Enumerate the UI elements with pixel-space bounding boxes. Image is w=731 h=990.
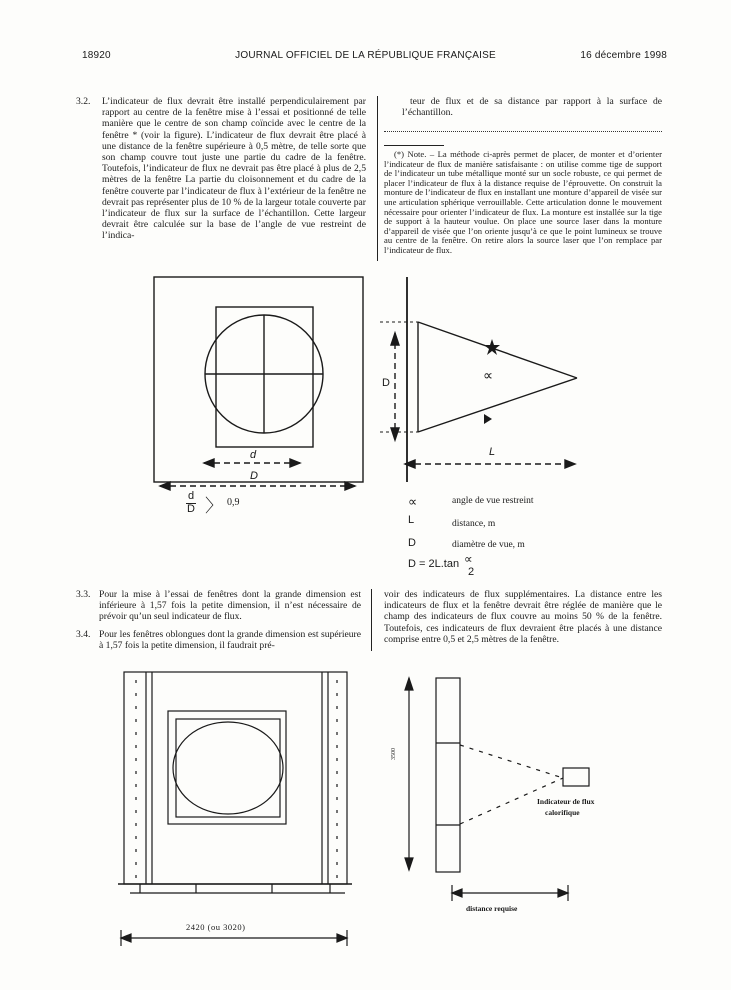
label-D-side: D bbox=[382, 377, 390, 389]
wall-outline bbox=[154, 277, 363, 482]
legend-text-L: distance, m bbox=[452, 519, 496, 529]
formula-lhs: D = 2L.tan bbox=[408, 558, 460, 570]
legend-symbol-L: L bbox=[408, 514, 415, 526]
height-dimension-label: 3500 bbox=[391, 748, 397, 760]
width-dimension-label: 2420 (ou 3020) bbox=[186, 922, 246, 932]
ratio-sign: 〉 bbox=[205, 496, 223, 516]
distance-label: distance requise bbox=[466, 904, 518, 913]
footnote-text: (*) Note. – La méthode ci-après permet de placer, de monter et d’orienter l’indicateur de flux de manière satisfaisante : on utilise comme tige de support de l’indicateur un tube métallique monté sur un socle robuste, ce qui permet de placer l’indicateur de flux à la distance requise de l’éprouvette. On construit la monture de l’indicateur de flux en installant une monture d’appareil de visée sur une articulation sphérique verrouillable. Cette articulation donne le mouvement nécessaire pour orienter l’indicateur de flux. La monture est installée sur la tige de support à la hauteur voulue. On place une source laser dans la monture d’appareil de visée que l’on oriente jusqu’à ce que le point lumineux se trouve au centre de la fenêtre. On retire alors la source laser que l’on remplace par l’indicateur de flux. bbox=[384, 149, 662, 255]
section-3-4-continuation: voir des indicateurs de flux supplémentaires. La distance entre les indicateurs de flux et la fenêtre devrait être réglée de manière que le champ des indicateurs de flux couvre au moins 50 % de la fenêtre. Toutefois, ces indicateurs de flux devraient être placés à une distance comprise entre 0,5 et 2,5 mètres de la fenêtre. bbox=[384, 589, 662, 645]
section-number-3-4: 3.4. bbox=[76, 629, 91, 640]
section-number-3-2: 3.2. bbox=[76, 96, 91, 107]
legend-symbol-D: D bbox=[408, 537, 416, 549]
label-d: d bbox=[250, 449, 257, 461]
oblong-window-frame bbox=[168, 711, 286, 824]
formula-denominator: 2 bbox=[468, 566, 475, 578]
sensor-label-line2: calorifique bbox=[545, 808, 580, 817]
section-number-3-3: 3.3. bbox=[76, 589, 91, 600]
section-3-2-text: L’indicateur de flux devrait être installé perpendiculairement par rapport au centre de la fenêtre mise à l’essai et positionné de telle manière que le centre de son champ coïncide avec le centre de la fenêtre * (voir la figure). L’indicateur de flux devrait être placé à une distance de la fenêtre supérieure à 0,5 mètre, de telle sorte que son champ couvre tout juste une partie du cadre de la fenêtre. Toutefois, l’indicateur de flux ne devrait pas être placé à plus de 2,5 mètres de la fenêtre La partie du cloisonnement et du cadre de la fenêtre couverte par l’indicateur de flux à l’extérieur de la fenêtre ne devrait pas représenter plus de 10 % de la largeur totale couverte par l’indicateur de flux sur la surface de l’échantillon. Cette largeur devrait être calculée sur la base de l’angle de vue restreint de l’indica- bbox=[102, 96, 366, 242]
ratio-value: 0,9 bbox=[227, 497, 240, 508]
section-3-4-text: Pour les fenêtres oblongues dont la grande dimension est supérieure à 1,57 fois la petite dimension, il faudrait pré- bbox=[99, 629, 361, 652]
flux-sensor-box bbox=[563, 768, 589, 786]
test-rig-outline bbox=[124, 672, 347, 884]
section-3-2-continuation: teur de flux et de sa distance par rapport à la surface de l’échantillon. bbox=[402, 96, 662, 119]
ratio-numerator: d bbox=[188, 490, 195, 502]
label-D-bottom: D bbox=[250, 470, 258, 482]
publication-date: 16 décembre 1998 bbox=[580, 50, 667, 61]
legend-symbol-alpha: ∝ bbox=[408, 494, 418, 509]
page-number: 18920 bbox=[82, 50, 111, 61]
column-divider-2 bbox=[371, 589, 372, 651]
label-alpha: ∝ bbox=[483, 367, 494, 383]
section-3-3-text: Pour la mise à l’essai de fenêtres dont la grande dimension est inférieure à 1,57 fois la petite dimension, il n’est nécessaire de prévoir qu’un seul indicateur de flux. bbox=[99, 589, 361, 623]
ratio-denominator: D bbox=[187, 503, 195, 515]
sensor-label-line1: Indicateur de flux bbox=[537, 797, 595, 806]
legend-text-alpha: angle de vue restreint bbox=[452, 496, 534, 506]
formula-numerator: ∝ bbox=[464, 552, 473, 566]
label-L: L bbox=[489, 446, 496, 458]
journal-title: JOURNAL OFFICIEL DE LA RÉPUBLIQUE FRANÇAISE bbox=[235, 50, 496, 61]
legend-text-D: diamètre de vue, m bbox=[452, 540, 525, 550]
